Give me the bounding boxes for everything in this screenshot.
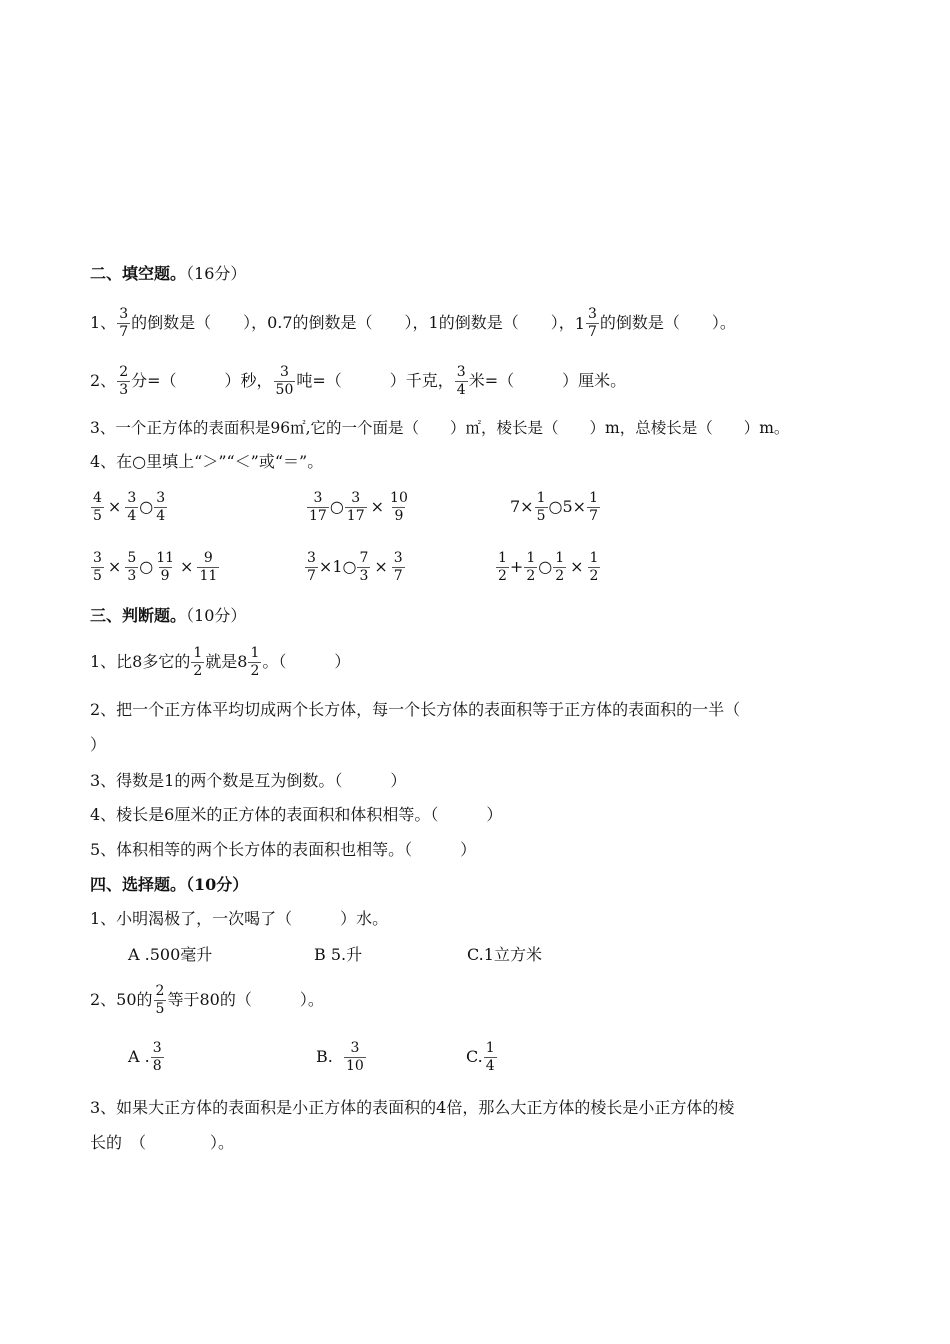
fraction: [553, 550, 566, 585]
numerator: 1: [498, 550, 507, 566]
numerator: 7: [359, 550, 369, 566]
compare-circle: ○: [139, 557, 154, 576]
section-heading-choice: [90, 873, 248, 897]
numerator: 2: [155, 983, 165, 999]
question-text: 吨=（ ）千克，: [296, 371, 454, 390]
question-text: 的倒数是（ ），0.7的倒数是（ ），1的倒数是（ ），: [131, 313, 575, 332]
numerator: 3: [456, 364, 466, 380]
question-text: 。（ ）: [262, 652, 351, 671]
fraction: [117, 364, 130, 399]
numerator: 10: [390, 490, 408, 506]
denominator: 2: [555, 568, 565, 584]
numerator: 3: [93, 550, 102, 566]
numerator: 9: [203, 550, 213, 566]
section-heading-fill-in: [90, 262, 246, 286]
fraction: [191, 645, 204, 680]
numerator: 1: [589, 550, 599, 566]
question-number: 2、: [90, 371, 117, 390]
fraction: [117, 306, 130, 341]
numerator: 3: [307, 550, 316, 566]
compare-circle: ○: [538, 557, 553, 576]
option-label: B.: [316, 1047, 333, 1066]
choice-option-c: C.1立方米: [467, 945, 542, 964]
denominator: 7: [393, 568, 403, 584]
times-sign: ×: [374, 557, 388, 576]
denominator: 11: [199, 568, 218, 584]
numerator: 3: [313, 490, 323, 506]
fraction: [588, 550, 601, 585]
fill-question-2: [90, 364, 626, 399]
denominator: 5: [155, 1001, 165, 1017]
denominator: 2: [250, 663, 260, 679]
fill-question-1: [90, 306, 736, 341]
denominator: 50: [275, 382, 294, 398]
times-sign: ×: [180, 557, 194, 576]
question-text: 就是8: [205, 652, 248, 671]
heading-text: 三、判断题。: [90, 606, 187, 625]
choice2-option-a: [128, 1040, 165, 1075]
compare-item-b1: [90, 550, 220, 585]
times-sign: ×: [107, 497, 122, 516]
numerator: 3: [127, 490, 137, 506]
fraction: [388, 490, 410, 525]
fraction: [392, 550, 405, 585]
numerator: 3: [119, 306, 129, 322]
compare-circle: ○: [139, 497, 154, 516]
denominator: 7: [589, 508, 598, 524]
numerator: 1: [526, 550, 536, 566]
denominator: 9: [160, 568, 170, 584]
section-heading-true-false: [90, 604, 246, 628]
fraction: [154, 550, 176, 585]
heading-score: （10分）: [186, 606, 247, 625]
compare-item-b3: [495, 550, 601, 585]
heading-text: 二、填空题。: [90, 264, 187, 283]
fraction: [274, 364, 296, 399]
denominator: 5: [536, 508, 546, 524]
numerator: 3: [393, 550, 403, 566]
numerator: 1: [555, 550, 565, 566]
fraction: [197, 550, 219, 585]
denominator: 2: [498, 568, 507, 584]
fraction: [535, 490, 548, 525]
fraction: [344, 1040, 366, 1075]
question-text: 分=（ ）秒，: [131, 371, 273, 390]
numerator: 3: [587, 306, 597, 322]
times-sign: ×: [107, 557, 122, 576]
compare-item-a2: [306, 490, 411, 525]
mixed-whole: 1: [574, 313, 585, 333]
denominator: 9: [394, 508, 404, 524]
fraction: [151, 1040, 164, 1075]
numerator: 3: [351, 490, 361, 506]
numerator: 1: [193, 645, 203, 661]
fraction: [587, 490, 600, 525]
judge-question-5: 5、体积相等的两个长方体的表面积也相等。（ ）: [90, 840, 477, 859]
option-label: C.: [466, 1047, 483, 1066]
denominator: 2: [526, 568, 536, 584]
denominator: 5: [93, 568, 102, 584]
judge-question-3: 3、得数是1的两个数是互为倒数。（ ）: [90, 771, 407, 790]
fraction: [484, 1040, 497, 1075]
numerator: 1: [589, 490, 598, 506]
question-number: 1、: [90, 313, 117, 332]
heading-text: 四、选择题。: [90, 875, 187, 894]
denominator: 4: [485, 1058, 495, 1074]
fraction: [154, 490, 167, 525]
denominator: 7: [587, 324, 597, 340]
denominator: 3: [359, 568, 369, 584]
denominator: 3: [119, 382, 129, 398]
fraction: [91, 490, 104, 525]
option-label: A .: [128, 1047, 150, 1066]
compare-item-a3: [510, 490, 601, 525]
numerator: 3: [152, 1040, 162, 1056]
denominator: 4: [127, 508, 137, 524]
numerator: 3: [156, 490, 166, 506]
expression-text: ○5×: [548, 497, 587, 516]
choice-question-1: 1、小明渴极了，一次喝了（ ）水。: [90, 909, 389, 928]
plus-sign: +: [509, 557, 524, 576]
fraction: [305, 550, 318, 585]
denominator: 3: [127, 568, 137, 584]
numerator: 2: [119, 364, 129, 380]
judge-question-4: 4、棱长是6厘米的正方体的表面积和体积相等。（ ）: [90, 805, 503, 824]
choice-option-b: B 5.升: [314, 945, 363, 964]
fraction: [307, 490, 329, 525]
judge-question-1: [90, 645, 350, 680]
compare-item-a1: [90, 490, 168, 525]
choice-question-3-cont: 长的 （ ）。: [90, 1133, 235, 1152]
fill-question-3: 3、一个正方体的表面积是96㎡,它的一个面是（ ）㎡，棱长是（ ）m，总棱长是（ ）m。: [90, 419, 790, 437]
fraction: [524, 550, 537, 585]
numerator: 11: [156, 550, 175, 566]
denominator: 2: [589, 568, 599, 584]
fraction: [91, 550, 104, 585]
heading-score: （10分）: [186, 875, 249, 894]
times-sign: ×: [570, 557, 584, 576]
numerator: 1: [536, 490, 546, 506]
choice-question-2: [90, 983, 324, 1018]
fraction: [248, 645, 261, 680]
heading-score: （16分）: [186, 264, 247, 283]
numerator: 4: [93, 490, 102, 506]
question-text: 等于80的（ ）。: [167, 990, 324, 1009]
question-text: 2、50的: [90, 990, 153, 1009]
question-text: 米=（ ）厘米。: [468, 371, 627, 390]
choice2-option-c: [466, 1040, 498, 1075]
judge-question-2-cont: ）: [90, 735, 107, 754]
choice-question-3: 3、如果大正方体的表面积是小正方体的表面积的4倍，那么大正方体的棱长是小正方体的棱: [90, 1098, 735, 1117]
compare-item-b2: [304, 550, 406, 585]
numerator: 3: [279, 364, 289, 380]
denominator: 5: [93, 508, 102, 524]
fraction: [125, 490, 138, 525]
fraction: [357, 550, 370, 585]
times-sign: ×: [370, 497, 385, 516]
question-text: 1、比8多它的: [90, 652, 191, 671]
judge-question-2: 2、把一个正方体平均切成两个长方体，每一个长方体的表面积等于正方体的表面积的一半（: [90, 700, 741, 719]
denominator: 2: [193, 663, 203, 679]
numerator: 1: [485, 1040, 495, 1056]
numerator: 3: [350, 1040, 360, 1056]
expression-text: 7×: [510, 497, 534, 516]
fraction: [125, 550, 138, 585]
numerator: 1: [250, 645, 260, 661]
denominator: 7: [307, 568, 316, 584]
fraction: [496, 550, 509, 585]
fraction: [154, 983, 167, 1018]
denominator: 17: [346, 508, 365, 524]
question-text: 的倒数是（ ）。: [599, 313, 736, 332]
fill-question-4: 4、在○里填上“＞”“＜”或“＝”。: [90, 452, 324, 471]
denominator: 7: [119, 324, 129, 340]
denominator: 8: [152, 1058, 162, 1074]
fraction: [455, 364, 468, 399]
denominator: 17: [309, 508, 327, 524]
compare-circle: ○: [329, 497, 344, 516]
denominator: 4: [156, 508, 166, 524]
fraction: [345, 490, 367, 525]
choice-option-a: A .500毫升: [128, 945, 213, 964]
denominator: 4: [456, 382, 466, 398]
denominator: 10: [346, 1058, 364, 1074]
expression-text: ×1○: [318, 557, 357, 576]
fraction: [586, 306, 599, 341]
numerator: 5: [127, 550, 137, 566]
choice2-option-b: [316, 1040, 367, 1075]
